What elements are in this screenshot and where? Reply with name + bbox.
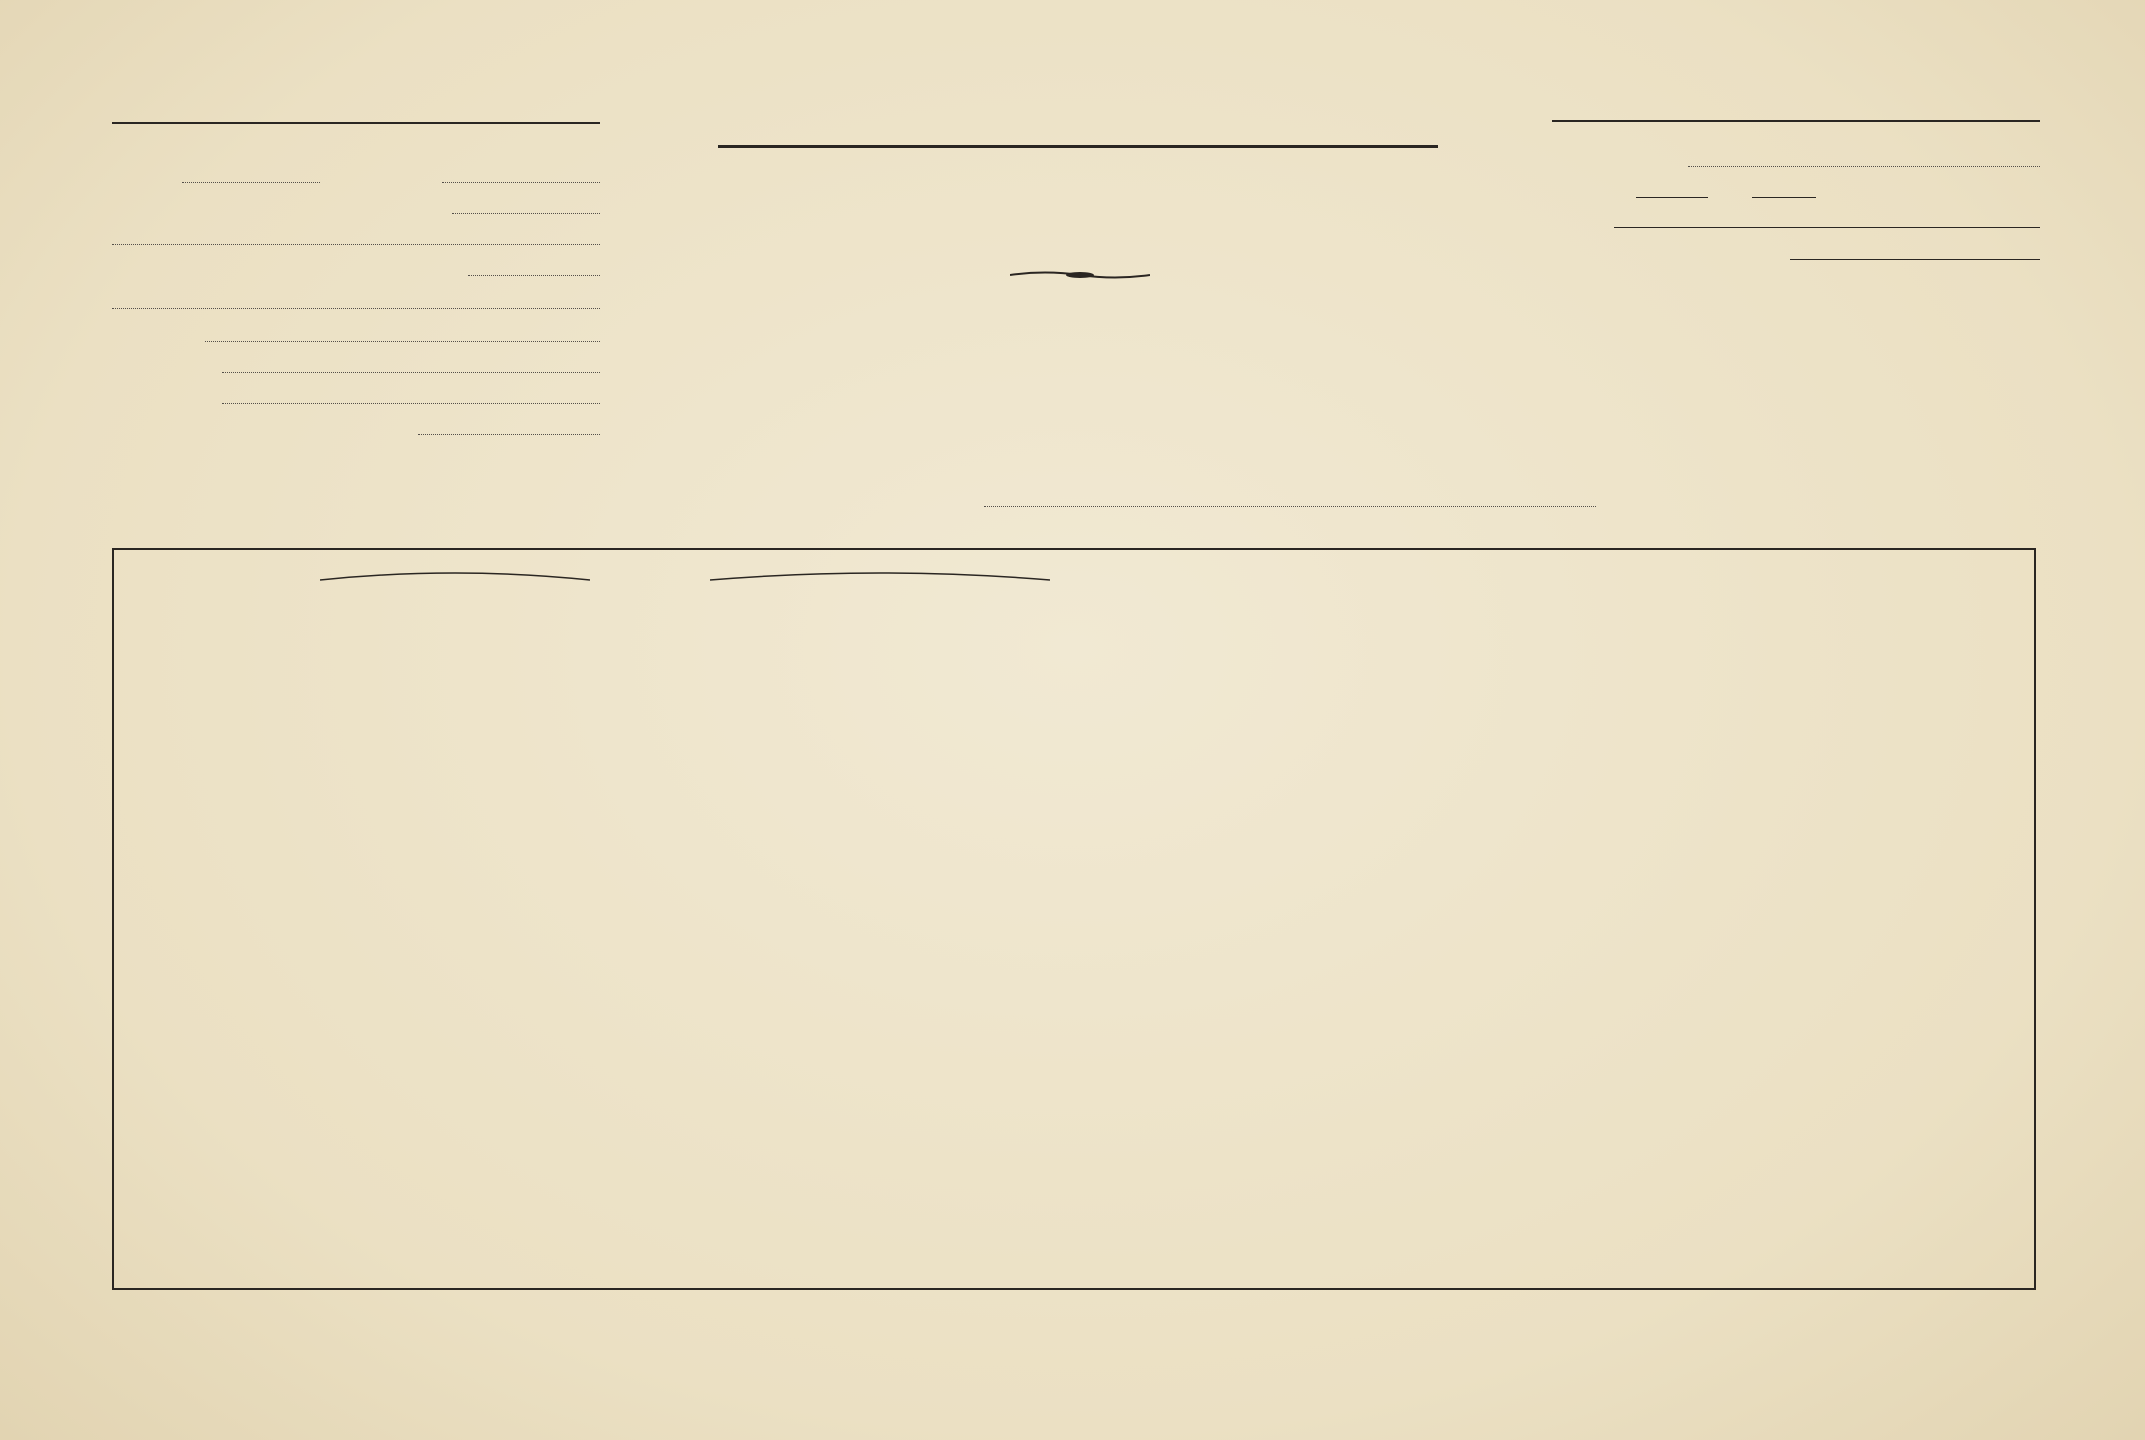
fecha-brace [710,570,1050,582]
instr-tiempo [1740,632,1792,752]
instr-sexo [646,632,680,752]
instr-estado [1198,632,1238,752]
apellidos-brace [320,570,590,582]
instr-clasificacion [1968,632,2030,752]
